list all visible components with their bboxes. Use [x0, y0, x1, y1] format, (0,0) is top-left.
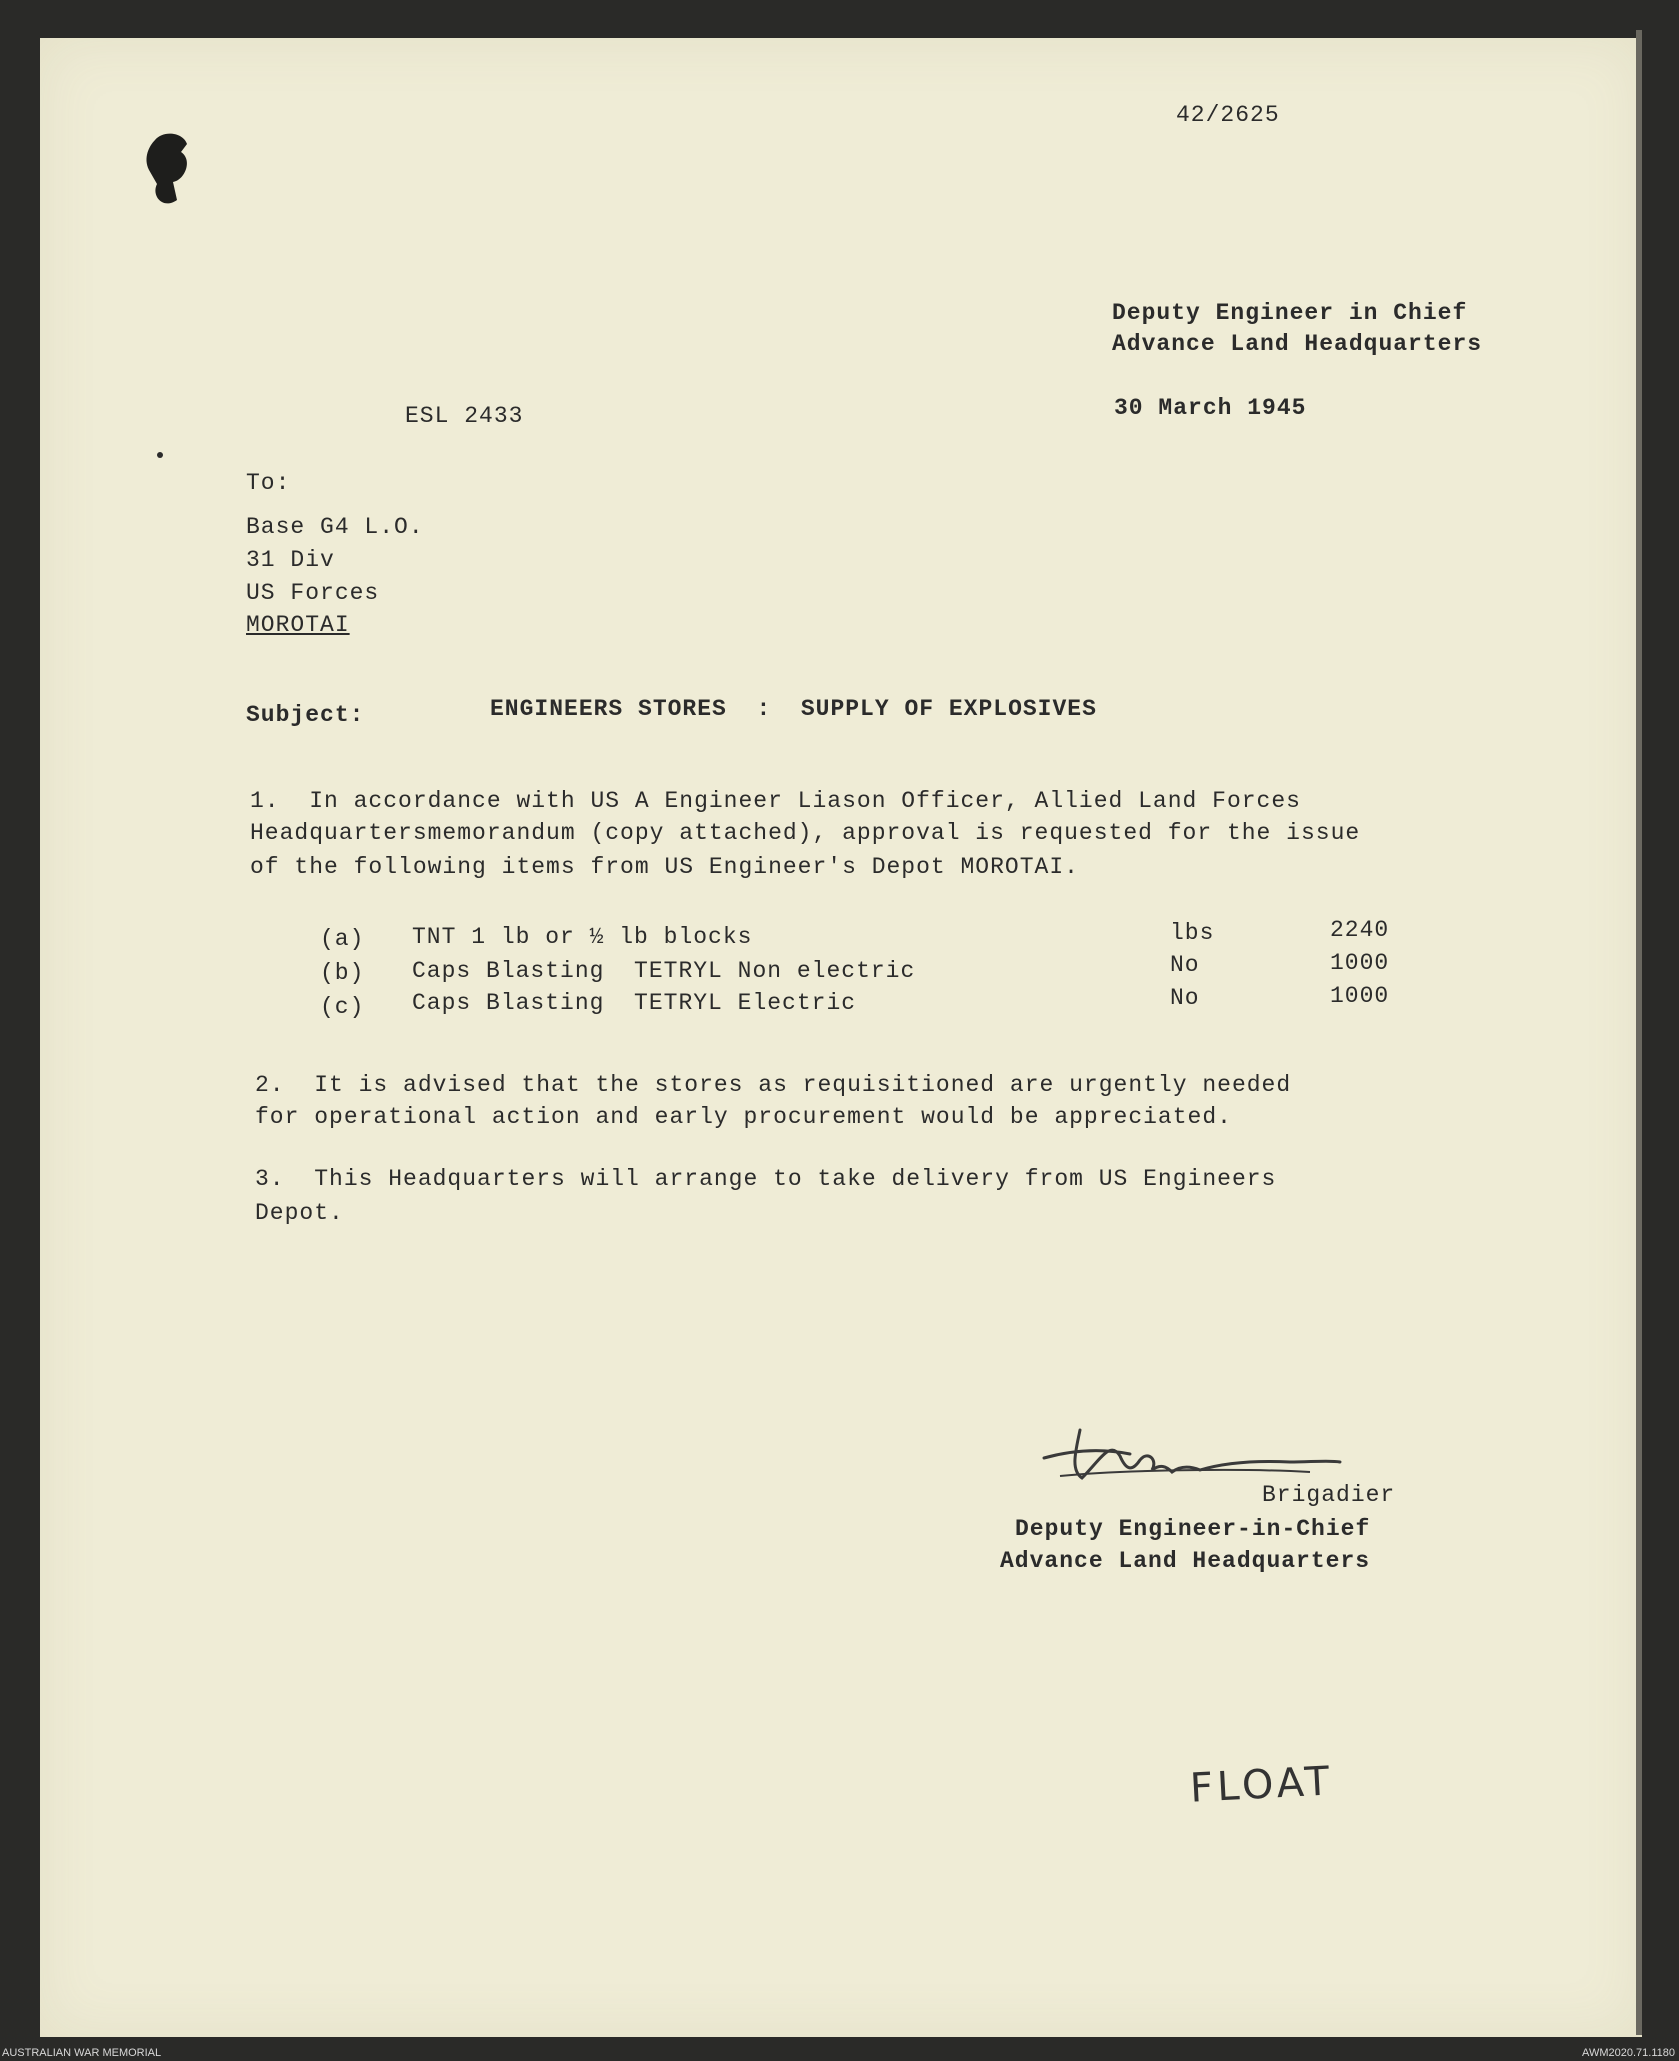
paragraph-3-line: Depot. [255, 1200, 344, 1226]
ink-dot [157, 452, 163, 458]
item-quantity: 2240 [1330, 917, 1390, 943]
signatory-rank: Brigadier [1262, 1482, 1396, 1508]
handwritten-annotation: FLOAT [1188, 1758, 1335, 1812]
to-label: To: [246, 470, 291, 496]
paragraph-1-line: Headquartersmemorandum (copy attached), approval is requested for the issue [250, 820, 1361, 846]
sender-line-1: Deputy Engineer in Chief [1112, 300, 1468, 326]
signatory-title: Deputy Engineer-in-Chief [1015, 1516, 1371, 1542]
footer-right: AWM2020.71.1180 [1582, 2047, 1675, 2059]
paragraph-1-line: of the following items from US Engineer's Depot MOROTAI. [250, 854, 1079, 880]
file-number: 42/2625 [1176, 102, 1280, 128]
reference-number: ESL 2433 [405, 403, 524, 429]
paragraph-2-line: 2. It is advised that the stores as requisitioned are urgently needed [255, 1072, 1292, 1098]
addressee-line: US Forces [246, 580, 380, 606]
item-letter: (c) [320, 994, 365, 1020]
paragraph-3-line: 3. This Headquarters will arrange to take delivery from US Engineers [255, 1166, 1277, 1192]
item-unit: lbs [1170, 920, 1215, 946]
punch-hole [143, 130, 203, 220]
item-letter: (a) [320, 926, 365, 952]
item-quantity: 1000 [1330, 983, 1390, 1009]
item-description: TNT 1 lb or ½ lb blocks [412, 924, 753, 950]
addressee-line: 31 Div [246, 547, 335, 573]
addressee-line: Base G4 L.O. [246, 514, 424, 540]
item-unit: No [1170, 985, 1200, 1011]
item-unit: No [1170, 952, 1200, 978]
item-letter: (b) [320, 960, 365, 986]
item-quantity: 1000 [1330, 950, 1390, 976]
item-description: Caps Blasting TETRYL Electric [412, 990, 857, 1016]
signatory-unit: Advance Land Headquarters [1000, 1548, 1371, 1574]
paragraph-1-line: 1. In accordance with US A Engineer Liason Officer, Allied Land Forces [250, 788, 1301, 814]
item-description: Caps Blasting TETRYL Non electric [412, 958, 916, 984]
footer-left: AUSTRALIAN WAR MEMORIAL [2, 2047, 162, 2059]
page-edge [1636, 30, 1642, 2035]
sender-line-2: Advance Land Headquarters [1112, 331, 1483, 357]
letter-date: 30 March 1945 [1114, 395, 1307, 421]
addressee-location: MOROTAI [246, 612, 350, 638]
subject-label: Subject: [246, 702, 365, 728]
subject-text: ENGINEERS STORES : SUPPLY OF EXPLOSIVES [490, 696, 1097, 722]
paragraph-2-line: for operational action and early procurement would be appreciated. [255, 1104, 1232, 1130]
